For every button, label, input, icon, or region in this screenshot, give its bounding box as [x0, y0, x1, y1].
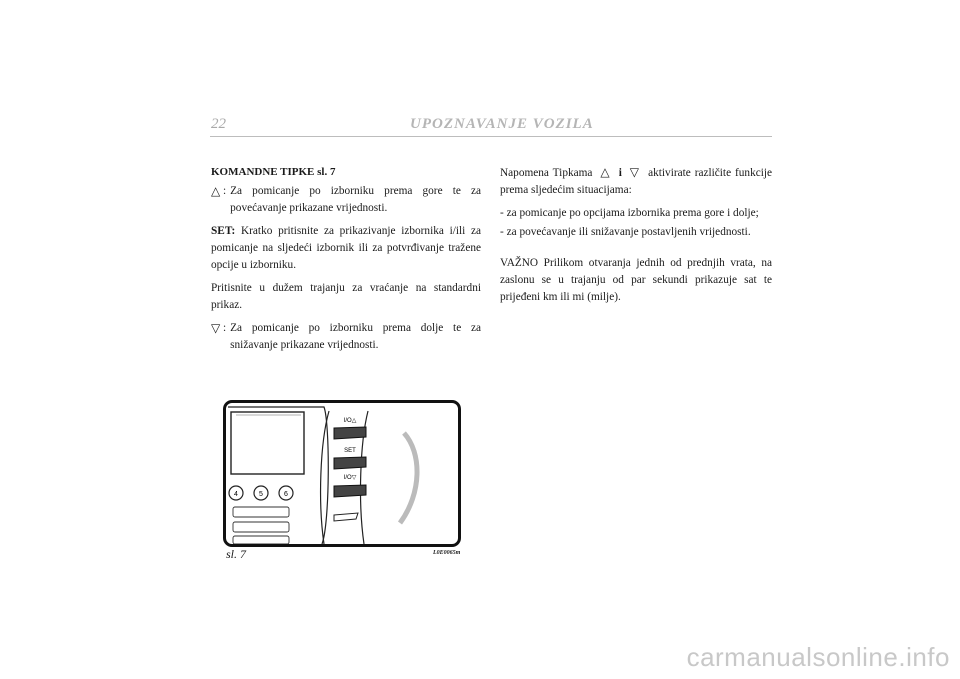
figure-code: L0E0065m	[433, 550, 461, 556]
set-button	[334, 457, 366, 469]
lower-slot-3	[233, 536, 289, 544]
preset-buttons	[229, 486, 293, 500]
preset-4-label: 4	[234, 491, 238, 498]
section-title: UPOZNAVANJE VOZILA	[410, 116, 594, 132]
dashboard-figure	[223, 400, 461, 547]
lower-lever	[334, 513, 358, 521]
note-up-triangle-icon: △	[600, 165, 611, 179]
up-button	[334, 427, 366, 439]
preset-6-label: 6	[284, 491, 288, 498]
left-column	[211, 164, 481, 360]
long-press-description: Pritisnite u dužem trajanju za vraćanje na standardni prikaz.	[211, 282, 481, 311]
note-bullet-1: - za pomicanje po opcijama izbornika prema gore i dolje;	[500, 207, 759, 219]
display-screen	[231, 412, 304, 474]
note-and: i	[618, 167, 622, 179]
note-prefix: Napomena Tipkama	[500, 167, 593, 179]
header-rule	[210, 136, 772, 137]
preset-5-label: 5	[259, 491, 263, 498]
watermark: carmanualsonline.info	[686, 642, 950, 672]
lower-slot-2	[233, 522, 289, 532]
set-button-label: SET	[344, 448, 356, 454]
right-column	[500, 164, 772, 312]
dashboard-illustration	[226, 403, 458, 544]
down-colon: :	[223, 322, 227, 334]
up-button-description	[211, 183, 481, 217]
note-paragraph	[500, 164, 772, 199]
down-triangle-icon: ▽	[211, 321, 221, 335]
important-paragraph: VAŽNO Prilikom otvaranja jednih od prednjih vrata, na zaslonu se u trajanju od par sekundi prikazuje sat te prijeđeni km ili mi (milje).	[500, 257, 772, 303]
lower-slot-1	[233, 507, 289, 517]
down-button-description	[211, 320, 481, 354]
down-button-label: I/O▽	[343, 475, 357, 481]
up-button-text: Za pomicanje po izborniku prema gore te za povećavanje prikazane vrijednosti.	[230, 185, 481, 214]
set-label: SET:	[211, 225, 236, 237]
note-down-triangle-icon: ▽	[629, 165, 641, 179]
down-button	[334, 485, 366, 497]
note-suffix: aktivirate različite funkcije prema sljedećim situacijama:	[500, 167, 773, 196]
set-text: Kratko pritisnite za prikazivanje izbornika i/ili za pomicanje na sljedeći izbornik ili za potvrđivanje tražene opcije u izborniku.	[211, 225, 482, 271]
up-colon: :	[223, 185, 227, 197]
down-button-text: Za pomicanje po izborniku prema dolje te za snižavanje prikazane vrijednosti.	[230, 322, 481, 351]
up-button-label: I/O△	[343, 418, 357, 424]
page-number: 22	[211, 116, 226, 132]
controls-heading: KOMANDNE TIPKE sl. 7	[211, 166, 336, 178]
set-button-description	[211, 223, 481, 274]
figure-caption: sl. 7	[226, 547, 247, 561]
note-bullet-2: - za povećavanje ili snižavanje postavljenih vrijednosti.	[500, 226, 751, 238]
up-triangle-icon: △	[211, 184, 221, 198]
